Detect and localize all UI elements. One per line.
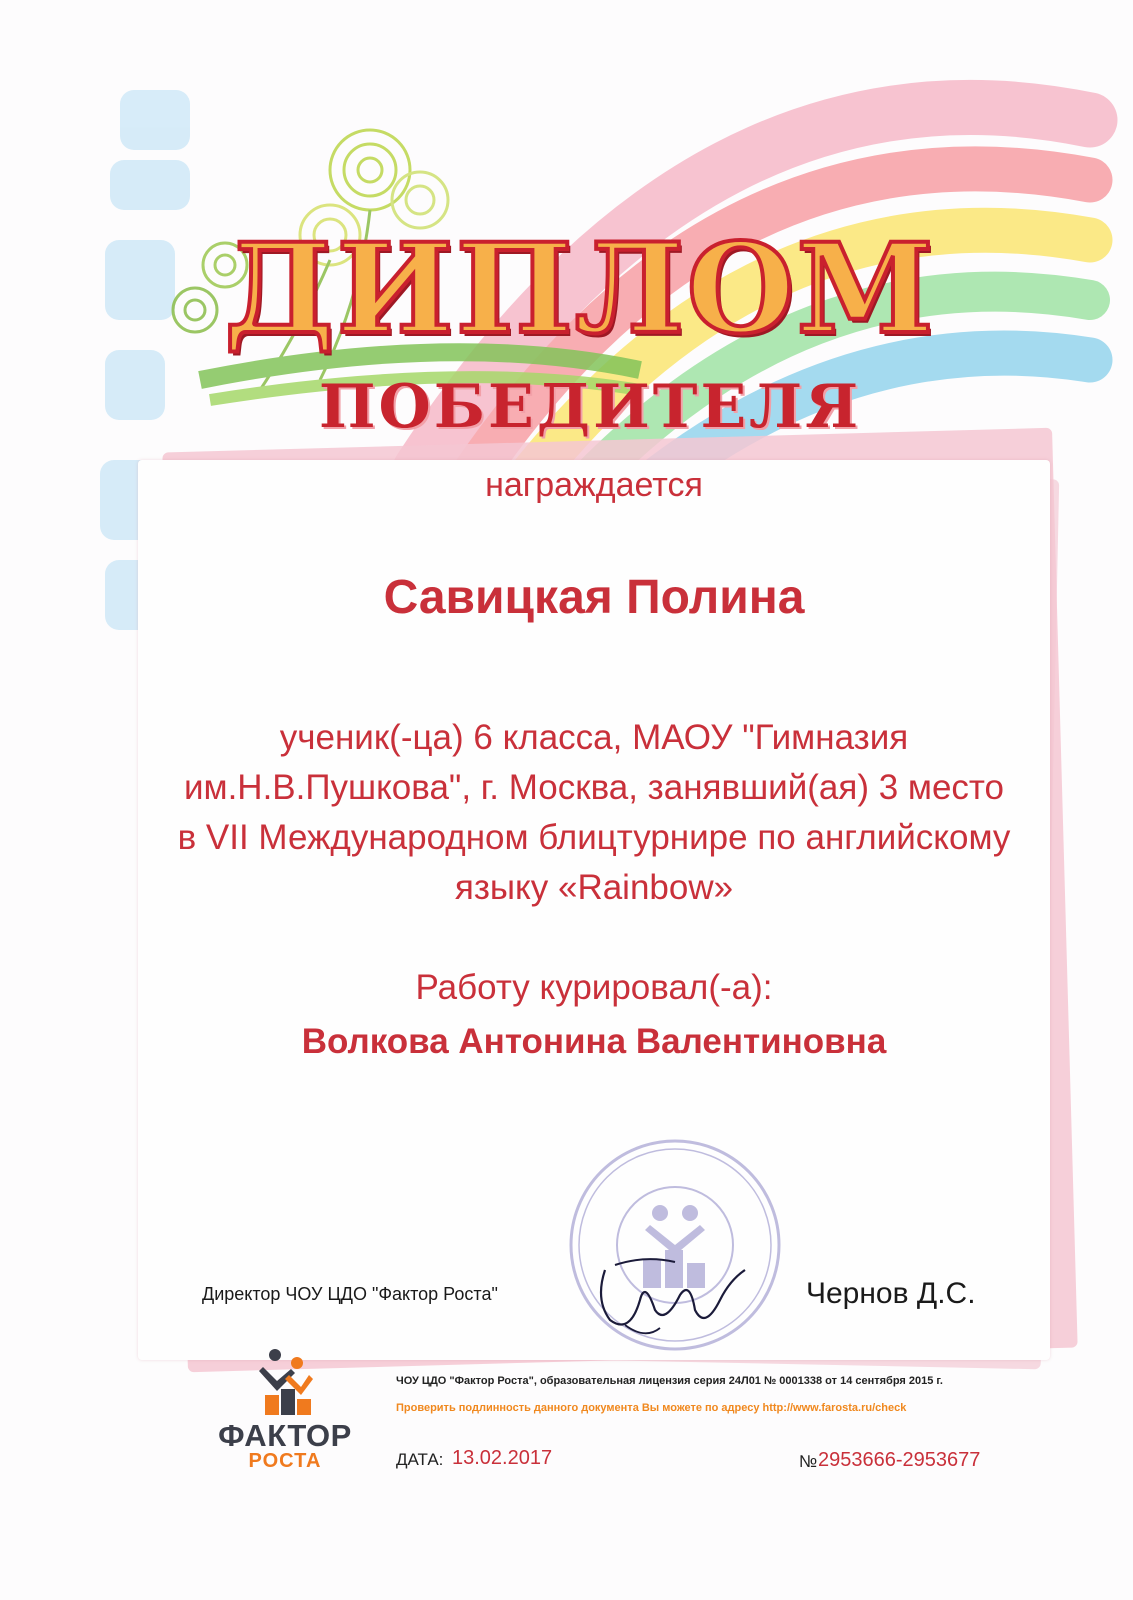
- director-name: Чернов Д.С.: [806, 1277, 976, 1310]
- description-line: в VII Международном блицтурнире по английскому: [177, 818, 1011, 857]
- supervised-label: Работу курировал(-а):: [415, 968, 773, 1007]
- description-line: им.Н.В.Пушкова", г. Москва, занявший(ая) 3 место: [183, 768, 1005, 807]
- diploma-subtitle: ПОБЕДИТЕЛЯ: [318, 372, 862, 442]
- verify-link-text[interactable]: Проверить подлинность данного документа Вы можете по адресу http://www.farosta.ru/check: [396, 1402, 907, 1414]
- document-number: 2953666-2953677: [818, 1449, 981, 1471]
- logo-text-main: ФАКТОР: [218, 1418, 352, 1453]
- license-text: ЧОУ ЦДО "Фактор Роста", образовательная лицензия серия 24Л01 № 0001338 от 14 сентября 2015 г.: [396, 1375, 943, 1387]
- logo-text-sub: РОСТА: [248, 1450, 322, 1472]
- description-line: ученик(-ца) 6 класса, МАОУ "Гимназия: [279, 718, 909, 757]
- date-value: 13.02.2017: [452, 1447, 553, 1469]
- description-line: языку «Rainbow»: [454, 868, 734, 907]
- awarded-text: награждается: [485, 466, 703, 504]
- signature: [585, 1240, 755, 1350]
- award-description: [138, 713, 1050, 913]
- diploma-title: ДИПЛОМ: [224, 217, 936, 362]
- date-label: ДАТА:: [396, 1450, 444, 1469]
- director-title: Директор ЧОУ ЦДО "Фактор Роста": [202, 1284, 498, 1304]
- winner-name: Савицкая Полина: [383, 571, 805, 624]
- supervisor-name: Волкова Антонина Валентиновна: [301, 1022, 887, 1061]
- document-number-label: №: [799, 1452, 818, 1471]
